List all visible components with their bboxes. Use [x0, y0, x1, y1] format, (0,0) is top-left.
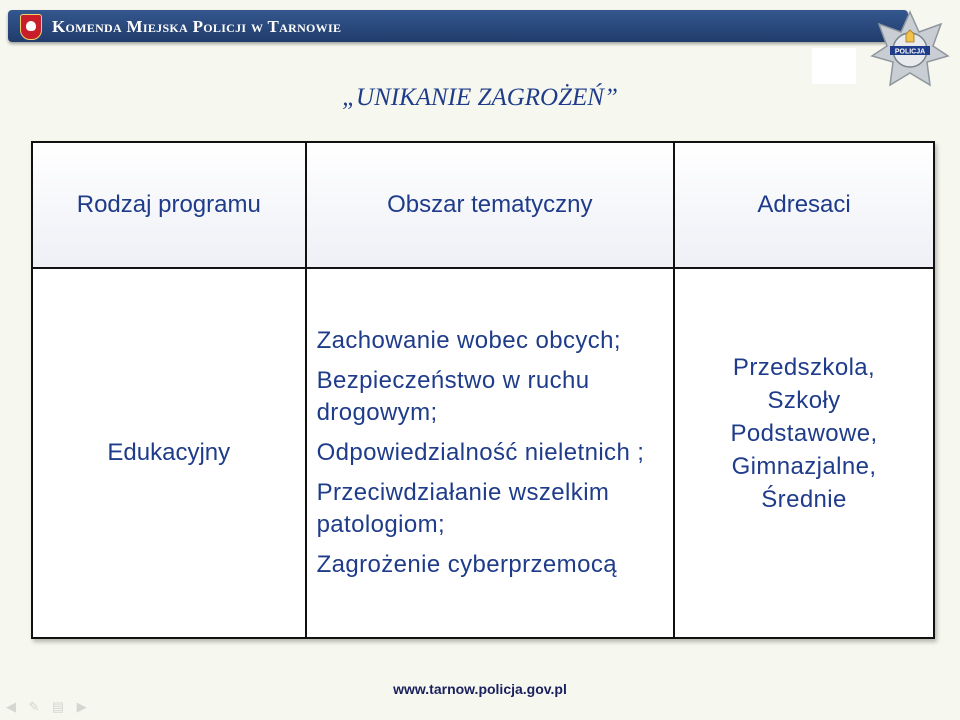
- topic-item: Zachowanie wobec obcych;: [316, 327, 621, 354]
- badge-text: POLICJA: [894, 48, 926, 56]
- table-row: [32, 268, 934, 638]
- topic-item: Bezpieczeństwo w ruchu drogowym;: [316, 367, 590, 426]
- polish-eagle-icon: [20, 14, 42, 40]
- audience-line: Gimnazjalne,: [731, 453, 877, 480]
- audience-line: Podstawowe,: [730, 420, 878, 447]
- police-star-badge-icon: [870, 10, 950, 90]
- footer-url: www.tarnow.policja.gov.pl: [393, 681, 567, 697]
- topic-item: Odpowiedzialność nieletnich ;: [316, 439, 645, 466]
- header-title: Komenda Miejska Policji w Tarnowie: [52, 17, 342, 36]
- header-program-type: Rodzaj programu: [32, 142, 306, 268]
- audience-cell: [674, 268, 934, 638]
- prev-arrow-icon[interactable]: ◀: [6, 699, 16, 714]
- next-arrow-icon[interactable]: ▶: [76, 699, 87, 714]
- audience-line: Średnie: [761, 486, 847, 513]
- topic-item: Przeciwdziałanie wszelkim patologiom;: [316, 479, 610, 538]
- audience-line: Szkoły: [767, 387, 841, 414]
- slide-nav-controls: [6, 698, 95, 714]
- table-header-row: [32, 142, 934, 268]
- header-bar: [8, 10, 908, 42]
- program-type-cell: Edukacyjny: [32, 268, 306, 638]
- pen-icon[interactable]: ✎: [28, 699, 40, 714]
- slide-title: „UNIKANIE ZAGROŻEŃ”: [342, 84, 618, 111]
- program-table: [31, 141, 935, 639]
- header-audience: Adresaci: [674, 142, 934, 268]
- topic-item: Zagrożenie cyberprzemocą: [316, 551, 617, 578]
- slides-icon[interactable]: ▤: [51, 699, 65, 714]
- audience-line: Przedszkola,: [732, 354, 876, 381]
- header-topic-area: Obszar tematyczny: [306, 142, 675, 268]
- logo-placeholder: [812, 48, 856, 84]
- topic-list: [306, 268, 675, 638]
